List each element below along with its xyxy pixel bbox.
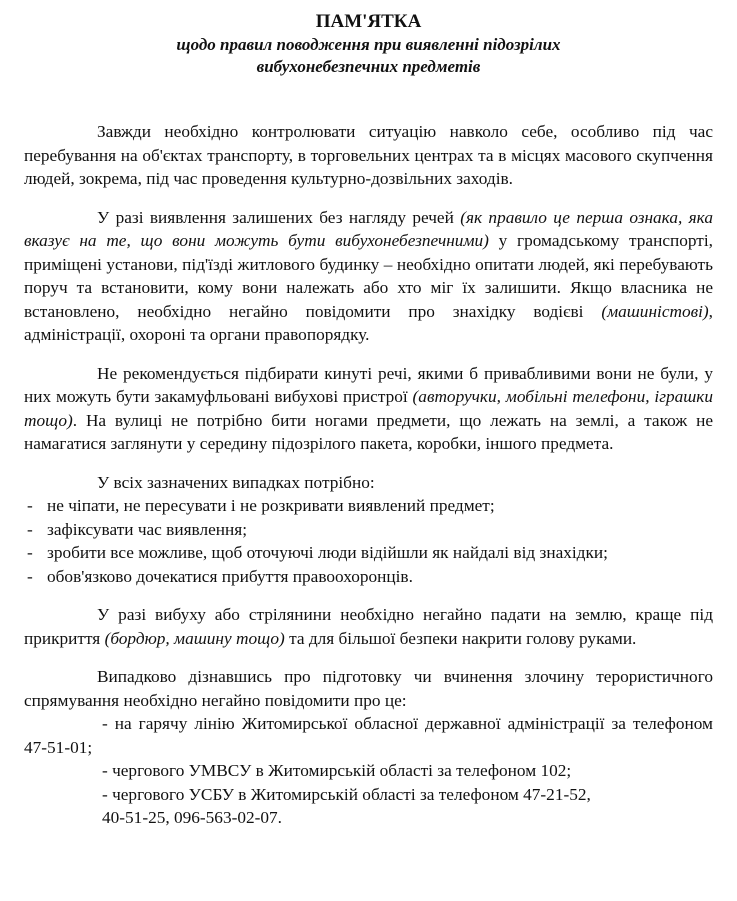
list-item: - зробити все можливе, щоб оточуючі люди відійшли як найдалі від знахідки; [24, 541, 713, 565]
paragraph-1: Завжди необхідно контролювати ситуацію навколо себе, особливо під час перебування на об'єктах транспорту, в торговельних центрах та в місцях масового скупчення людей, зокрема, під час проведення культурно-дозвільних заходів. [24, 122, 713, 188]
paragraph-2-text-a: У разі виявлення залишених без нагляду речей [97, 207, 461, 227]
spacer [24, 78, 713, 120]
paragraph-4: У всіх зазначених випадках потрібно: [97, 472, 375, 492]
subtitle-line-2: вибухонебезпечних предметів [256, 57, 481, 76]
paragraph-3 [24, 362, 713, 456]
list-item: - зафіксувати час виявлення; [24, 518, 713, 542]
paragraph-5-italic-b: (бордюр, машину тощо) [104, 628, 285, 648]
list-item: - обов'язково дочекатися прибуття правоохоронців. [24, 565, 713, 589]
paragraph-3-text-c: . На вулиці не потрібно бити ногами предмети, що лежать на землі, а також не намагатися заглянути у середину підозрілого пакета, коробки, іншого предмета. [24, 410, 713, 453]
contact-security-service-phones: 40-51-25, 096-563-02-07. [102, 808, 282, 827]
page-title: ПАМ'ЯТКА [315, 11, 422, 32]
paragraph-3-italic-b: (авторучки, мобільні телефони, іграшки тощо) [24, 387, 713, 430]
paragraph-2-italic-d: (машиністові) [601, 301, 709, 321]
list-item: - не чіпати, не пересувати і не розкривати виявлений предмет; [24, 494, 713, 518]
contact-hotline: - на гарячу лінію Житомирської обласної державної адміністрації за телефоном 47-51-01; [24, 714, 713, 757]
paragraph-3-text-a: Не рекомендується підбирати кинуті речі, якими б привабливими вони не були, у них можуть бути закамуфльовані вибухові пристрої [24, 363, 713, 406]
bullet-list [24, 494, 713, 588]
paragraph-5 [24, 603, 713, 650]
paragraph-2-text-c: у громадському транспорті, приміщені установи, під'їзді житлового будинку – необхідно опитати людей, які перебувають поруч та встановити, кому вони належать або хто міг їх залишити. Якщо власника не встановлено, необхідно негайно повідомити про знахідку водієві [24, 231, 713, 321]
paragraph-5-text-c: та для більшої безпеки накрити голову руками. [284, 628, 637, 648]
contact-security-service: - чергового УСБУ в Житомирській області за телефоном 47-21-52, [102, 784, 591, 804]
subtitle-line-1: щодо правил поводження при виявленні підозрілих [176, 35, 561, 54]
paragraph-2-text-e: , адміністрації, охороні та органи правопорядку. [24, 301, 713, 344]
contact-police: - чергового УМВСУ в Житомирській області за телефоном 102; [102, 761, 572, 780]
paragraph-5-text-a: У разі вибуху або стрілянини необхідно негайно падати на землю, краще під прикриття [24, 605, 713, 648]
paragraph-2 [24, 206, 713, 347]
paragraph-6: Випадково дізнавшись про підготовку чи вчинення злочину терористичного спрямування необхідно негайно повідомити про це: [24, 667, 713, 710]
paragraph-2-italic-b: (як правило це перша ознака, яка вказує на те, що вони можуть бути вибухонебезпечними) [24, 207, 713, 250]
